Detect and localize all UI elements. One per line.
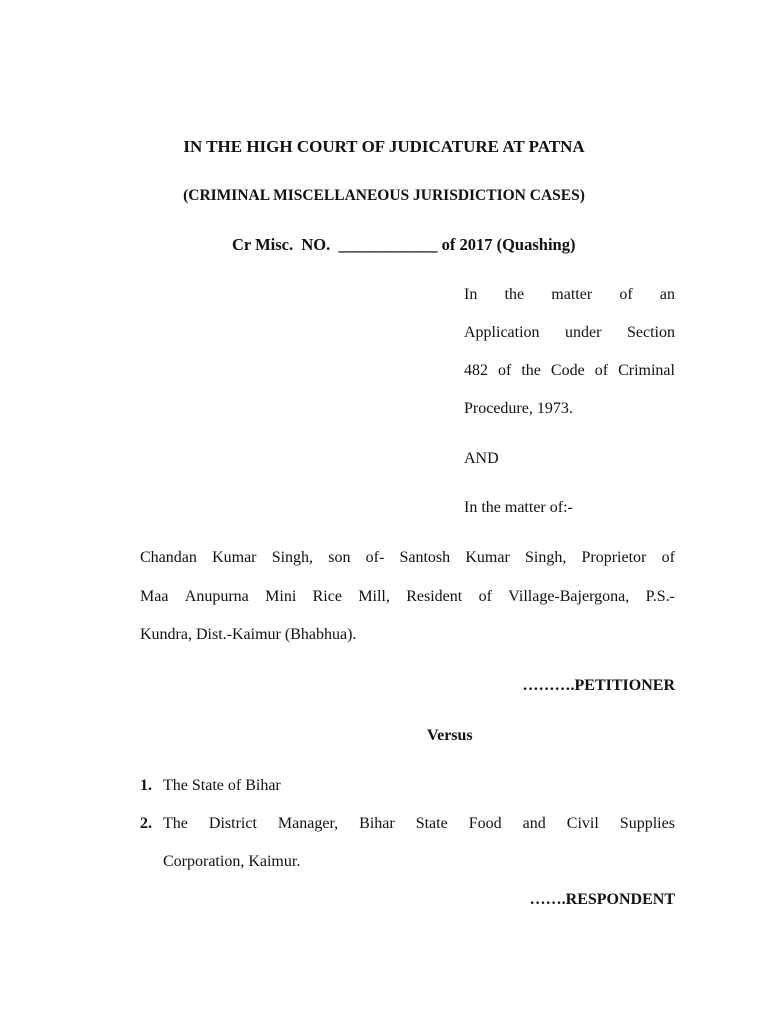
word: Anupurna xyxy=(184,588,249,605)
word: Chandan xyxy=(140,549,197,566)
word: Bihar xyxy=(359,815,395,832)
word: Singh, xyxy=(524,549,567,566)
versus-heading: Versus xyxy=(427,727,473,744)
word: Singh, xyxy=(271,549,314,566)
word: Manager, xyxy=(277,815,339,832)
word: of- xyxy=(365,549,385,566)
matter-line-4: Procedure, 1973. xyxy=(464,400,573,417)
word: under xyxy=(565,324,602,341)
word: of xyxy=(498,362,512,379)
word: State xyxy=(415,815,448,832)
jurisdiction-heading: (CRIMINAL MISCELLANEOUS JURISDICTION CASES) xyxy=(183,187,585,204)
word: Proprietor xyxy=(581,549,647,566)
matter-line-2 xyxy=(464,323,675,343)
petitioner-line-3: Kundra, Dist.-Kaimur (Bhabhua). xyxy=(140,626,357,643)
word: an xyxy=(659,286,675,303)
word: Mini xyxy=(265,588,297,605)
word: Kumar xyxy=(465,549,510,566)
word: matter xyxy=(551,286,593,303)
word: 482 xyxy=(464,362,488,379)
word: Criminal xyxy=(618,362,675,379)
word: of xyxy=(619,286,633,303)
petitioner-label: ……….PETITIONER xyxy=(522,677,675,694)
word: Application xyxy=(464,324,540,341)
word: P.S.- xyxy=(645,588,675,605)
word: Civil xyxy=(566,815,599,832)
respondent-2-line-1 xyxy=(163,814,675,834)
word: Mill, xyxy=(358,588,390,605)
court-title: IN THE HIGH COURT OF JUDICATURE AT PATNA xyxy=(183,137,585,156)
word: Section xyxy=(626,324,675,341)
in-the-matter-of: In the matter of:- xyxy=(464,499,573,516)
respondent-label: …….RESPONDENT xyxy=(529,891,675,908)
word: and xyxy=(522,815,546,832)
word: son xyxy=(328,549,351,566)
and-connector: AND xyxy=(464,450,499,467)
case-number: Cr Misc. NO. ____________ of 2017 (Quashing) xyxy=(232,235,576,254)
word: the xyxy=(521,362,541,379)
word: Food xyxy=(468,815,502,832)
matter-line-1 xyxy=(464,285,675,305)
word: of xyxy=(594,362,609,379)
respondent-1: The State of Bihar xyxy=(163,777,281,794)
petitioner-line-1 xyxy=(140,548,675,568)
word: Code xyxy=(550,362,585,379)
word: Rice xyxy=(312,588,342,605)
list-number: 1. xyxy=(140,777,152,794)
respondent-2-line-2: Corporation, Kaimur. xyxy=(163,853,301,870)
word: Supplies xyxy=(619,815,675,832)
matter-line-3 xyxy=(464,361,675,381)
word: The xyxy=(163,815,188,832)
petitioner-line-2 xyxy=(140,587,675,607)
word: Resident xyxy=(406,588,463,605)
list-number: 2. xyxy=(140,815,152,832)
word: Kumar xyxy=(212,549,257,566)
word: In xyxy=(464,286,478,303)
word: of xyxy=(661,549,675,566)
word: of xyxy=(478,588,492,605)
word: Santosh xyxy=(399,549,451,566)
word: Maa xyxy=(140,588,169,605)
word: the xyxy=(504,286,525,303)
word: Village-Bajergona, xyxy=(508,588,630,605)
word: District xyxy=(208,815,257,832)
